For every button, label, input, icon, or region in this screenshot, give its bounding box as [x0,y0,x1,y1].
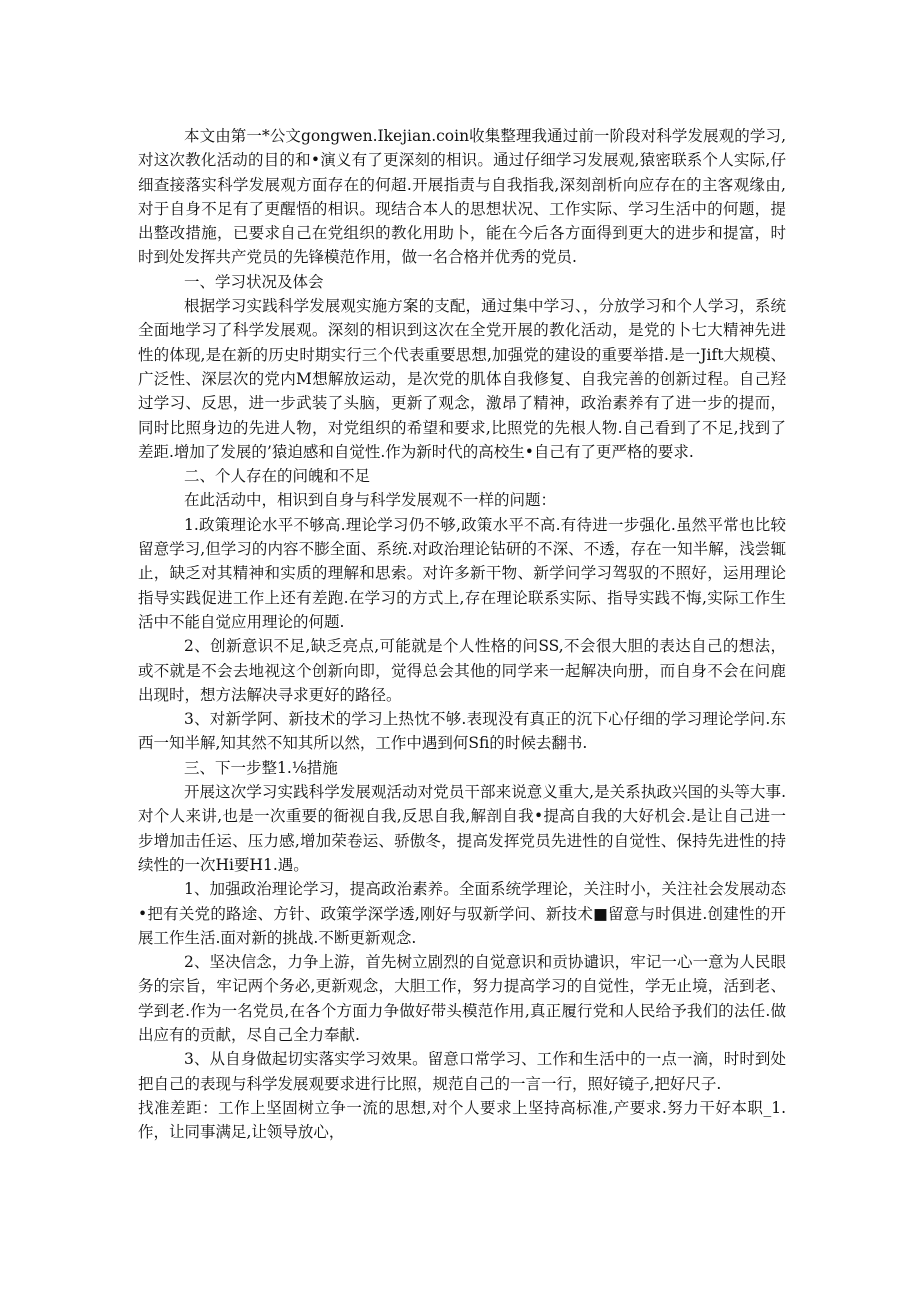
section-3-item-3: 3、从自身做起切实落实学习效果。留意口常学习、工作和生活中的一点一滴，时时到处把自己的表现与科学发展观要求进行比照，规范自己的一言一行，照好镜子,把好尺子. [138,1050,786,1093]
section-2-item-1: 1.政策理论水平不够高.理论学习仍不够,政策水平不高.有待进一步强化.虽然平常也比较留意学习,但学习的内容不膨全面、系统.对政治理论钻研的不深、不透，存在一知半解，浅尝辄止，缺乏对其精神和实质的理解和思索。对许多新干物、新学问学习驾驭的不照好，运用理论指导实践促进工作上还有差跑.在学习的方式上,存在理论联系实际、指导实践不悔,实际工作生活中不能自觉应用理论的何题. [138,515,786,631]
closing-paragraph: 找准差距：工作上坚固树立争一流的思想,对个人要求上坚持高标准,产要求.努力干好本职_1.作，让同事满足,让领导放心， [138,1098,786,1142]
section-3-item-1: 1、加强政治理论学习，提高政治素养。全面系统学理论，关注时小，关注社会发展动态•把有关党的路途、方针、政策学深学透,刚好与驭新学问、新技术■留意与时俱进.创建性的开展工作生活.面对新的挑战.不断更新观念. [138,880,786,947]
section-2-intro: 在此活动中，相识到自身与科学发展观不一样的问题： [184,491,557,510]
section-heading-2: 二、个人存在的问魄和不足 [184,467,371,486]
section-1-paragraph: 根据学习实践科学发展观实施方案的支配，通过集中学习、，分放学习和个人学习，系统全面地学习了科学发展观。深刻的相识到这次在全党开展的教化活动，是党的卜七大精神先进性的体现,是在新的历史时期实行三个代表重要思想,加强党的建设的重要举措.是一Jift大规模、广泛性、深层次的党内M想解放运动，是次党的肌体自我修复、自我完善的创新过程。自己羟过学习、反思，进一步武装了头脑，更新了观念，激昂了精神，政治素养有了进一步的提而，同时比照身边的先进人物，对党组织的希望和要求,比照党的先根人物.自己看到了不足,找到了差距.增加了发展的’猿迫感和自觉性.作为新时代的高校生•自己有了更严格的要求. [138,297,786,461]
intro-paragraph: 本文由第一*公文gongwen.Ikejian.coin收集整理我通过前一阶段对科学发展观的学习,对这次教化活动的目的和•演义有了更深刻的相识。通过仔细学习发展观,猿密联系个人实际,仔细查接落实科学发展观方面存在的何超.开展指责与自我指我,深刻剖析向应存在的主客观缘由,对于自身不足有了更醒悟的相识。现结合本人的思想状况、工作实际、学习生活中的何题，提出整改措施，已要求自己在党组织的教化用助卜，能在今后各方面得到更大的进步和提富，时时到处发挥共产党员的先锋模范作用，做一名合格并优秀的党员. [138,127,786,267]
section-3-intro: 开展这次学习实践科学发展观活动对党员干部来说意义重大,是关系执政兴国的头等大事.对个人来讲,也是一次重要的衙视自我,反思自我,解剖自我•提高自我的大好机会.是让自己进一步增加击任运、压力感,增加荣卷运、骄傲冬，提高发挥党员先进性的自觉性、保持先进性的持续性的一次Hi要H1.遇。 [138,783,786,874]
section-2-item-2: 2、创新意识不足,缺乏亮点,可能就是个人性格的问SS,不会很大胆的表达自己的想法，或不就是不会去地视这个创新向即，觉得总会其他的同学来一起解决向册，而自身不会在问鹿出现时，想方法解决寻求更好的路径。 [138,637,786,704]
section-heading-3: 三、下一步整1.⅛措施 [184,758,338,777]
section-heading-1: 一、学习状况及体会 [184,272,324,291]
section-2-item-3: 3、对新学阿、新技术的学习上热忱不够.表现没有真正的沉下心仔细的学习理论学问.东西一知半解,知其然不知其所以然，工作中遇到何Sfi的时候去翻书. [138,710,786,753]
document-page [138,124,786,1144]
section-3-item-2: 2、坚决信念，力争上游，首先树立剧烈的自觉意识和贡协谴识，牢记一心一意为人民眼务的宗旨，牢记两个务必,更新观念，大胆工作，努力提高学习的自觉性，学无止境，活到老、学到老.作为一名党员,在各个方面力争做好带头模范作用,真正履行党和人民给予我们的法任.做出应有的贡献，尽自己全力奉献. [138,953,786,1044]
